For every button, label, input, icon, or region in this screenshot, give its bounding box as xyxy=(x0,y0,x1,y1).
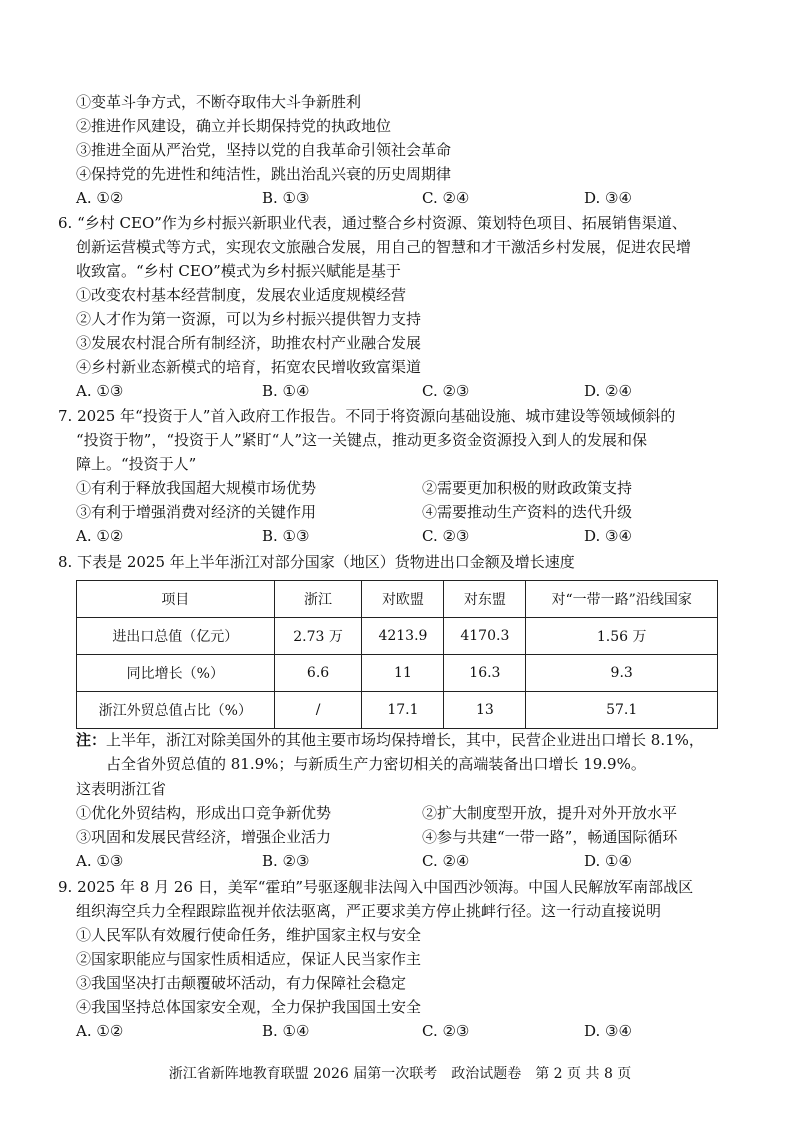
table-cell: 浙江外贸总值占比（%） xyxy=(77,692,275,729)
top-option-d: D. ③④ xyxy=(584,189,632,207)
q9-item-2: ②国家职能应与国家性质相适应，保证人民当家作主 xyxy=(76,950,422,968)
table-header-cell: 对东盟 xyxy=(444,581,526,618)
table-cell: 13 xyxy=(444,692,526,729)
q7-option-c: C. ②③ xyxy=(422,527,470,545)
q7-option-a: A. ①② xyxy=(76,527,124,545)
q6-item-2: ②人才作为第一资源，可以为乡村振兴提供智力支持 xyxy=(76,310,422,328)
q9-line-2: 组织海空兵力全程跟踪监视并依法驱离，严正要求美方停止挑衅行径。这一行动直接说明 xyxy=(76,902,662,920)
q7-item-2: ②需要更加积极的财政政策支持 xyxy=(422,479,633,497)
q9-option-b: B. ①④ xyxy=(262,1022,310,1040)
q7-item-3: ③有利于增强消费对经济的关键作用 xyxy=(76,503,317,521)
q7-line-3: 障上。“投资于人” xyxy=(76,455,197,473)
table-cell: 17.1 xyxy=(362,692,444,729)
q8-item-3: ③巩固和发展民营经济，增强企业活力 xyxy=(76,828,332,846)
q8-option-d: D. ①④ xyxy=(584,852,632,870)
trade-table xyxy=(76,580,718,729)
q9-option-a: A. ①② xyxy=(76,1022,124,1040)
table-cell: 16.3 xyxy=(444,655,526,692)
note-label: 注： xyxy=(76,731,107,749)
q6-option-a: A. ①③ xyxy=(76,382,124,400)
q7-item-4: ④需要推动生产资料的迭代升级 xyxy=(422,503,633,521)
table-cell: 57.1 xyxy=(526,692,718,729)
table-cell: / xyxy=(274,692,362,729)
q8-note-line-2: 占全省外贸总值的 81.9%；与新质生产力密切相关的高端装备出口增长 19.9%。 xyxy=(106,755,646,773)
q6-item-3: ③发展农村混合所有制经济，助推农村产业融合发展 xyxy=(76,334,422,352)
table-row xyxy=(77,655,718,692)
q6-line-2: 创新运营模式等方式，实现农文旅融合发展，用自己的智慧和才干激活乡村发展，促进农民增 xyxy=(76,238,692,256)
q6-line-3: 收致富。“乡村 CEO”模式为乡村振兴赋能是基于 xyxy=(76,262,401,280)
q9-line-1: 9. 2025 年 8 月 26 日，美军“霍珀”号驱逐舰非法闯入中国西沙领海。中国人民解放军南部战区 xyxy=(58,878,694,896)
table-header-cell: 项目 xyxy=(77,581,275,618)
table-cell: 1.56 万 xyxy=(526,618,718,655)
q7-item-1: ①有利于释放我国超大规模市场优势 xyxy=(76,479,317,497)
table-header-row xyxy=(77,581,718,618)
table-cell: 进出口总值（亿元） xyxy=(77,618,275,655)
table-cell: 2.73 万 xyxy=(274,618,362,655)
q6-option-c: C. ②③ xyxy=(422,382,470,400)
q9-option-c: C. ②③ xyxy=(422,1022,470,1040)
top-item-3: ③推进全面从严治党，坚持以党的自我革命引领社会革命 xyxy=(76,141,452,159)
q8-option-b: B. ②③ xyxy=(262,852,310,870)
top-option-a: A. ①② xyxy=(76,189,124,207)
top-item-4: ④保持党的先进性和纯洁性，跳出治乱兴衰的历史周期律 xyxy=(76,165,452,183)
top-item-1: ①变革斗争方式，不断夺取伟大斗争新胜利 xyxy=(76,93,362,111)
q9-item-4: ④我国坚持总体国家安全观，全力保护我国国土安全 xyxy=(76,998,422,1016)
table-row xyxy=(77,692,718,729)
q9-option-d: D. ③④ xyxy=(584,1022,632,1040)
table-cell: 9.3 xyxy=(526,655,718,692)
table-header-cell: 对“一带一路”沿线国家 xyxy=(526,581,718,618)
q6-item-4: ④乡村新业态新模式的培育，拓宽农民增收致富渠道 xyxy=(76,358,422,376)
q6-option-d: D. ②④ xyxy=(584,382,632,400)
table-cell: 11 xyxy=(362,655,444,692)
top-option-c: C. ②④ xyxy=(422,189,470,207)
q9-item-3: ③我国坚决打击颠覆破坏活动，有力保障社会稳定 xyxy=(76,974,407,992)
top-option-b: B. ①③ xyxy=(262,189,310,207)
q8-option-a: A. ①③ xyxy=(76,852,124,870)
table-cell: 同比增长（%） xyxy=(77,655,275,692)
table-header-cell: 浙江 xyxy=(274,581,362,618)
q7-option-d: D. ③④ xyxy=(584,527,632,545)
q8-stem: 这表明浙江省 xyxy=(76,780,167,798)
page-footer: 浙江省新阵地教育联盟 2026 届第一次联考 政治试题卷 第 2 页 共 8 页 xyxy=(168,1066,632,1082)
q6-line-1: 6. “乡村 CEO”作为乡村振兴新职业代表，通过整合乡村资源、策划特色项目、拓展销售渠道、 xyxy=(58,214,687,232)
table-row xyxy=(77,618,718,655)
table-cell: 6.6 xyxy=(274,655,362,692)
q8-option-c: C. ②④ xyxy=(422,852,470,870)
q6-item-1: ①改变农村基本经营制度，发展农业适度规模经营 xyxy=(76,286,407,304)
q7-line-2: “投资于物”，“投资于人”紧盯“人”这一关键点，推动更多资金资源投入到人的发展和保 xyxy=(76,431,648,449)
q8-item-4: ④参与共建“一带一路”，畅通国际循环 xyxy=(422,828,678,846)
q8-item-2: ②扩大制度型开放，提升对外开放水平 xyxy=(422,804,678,822)
q7-option-b: B. ①③ xyxy=(262,527,310,545)
table-cell: 4213.9 xyxy=(362,618,444,655)
top-item-2: ②推进作风建设，确立并长期保持党的执政地位 xyxy=(76,117,392,135)
q8-intro: 8. 下表是 2025 年上半年浙江对部分国家（地区）货物进出口金额及增长速度 xyxy=(58,553,575,571)
table-cell: 4170.3 xyxy=(444,618,526,655)
q6-option-b: B. ①④ xyxy=(262,382,310,400)
table-header-cell: 对欧盟 xyxy=(362,581,444,618)
q9-item-1: ①人民军队有效履行使命任务，维护国家主权与安全 xyxy=(76,926,422,944)
q7-line-1: 7. 2025 年“投资于人”首入政府工作报告。不同于将资源向基础设施、城市建设等领域倾斜的 xyxy=(58,407,676,425)
q8-note-line-1 xyxy=(76,730,704,750)
note-text-1: 上半年，浙江对除美国外的其他主要市场均保持增长，其中，民营企业进出口增长 8.1%， xyxy=(106,731,704,749)
q8-item-1: ①优化外贸结构，形成出口竞争新优势 xyxy=(76,804,332,822)
